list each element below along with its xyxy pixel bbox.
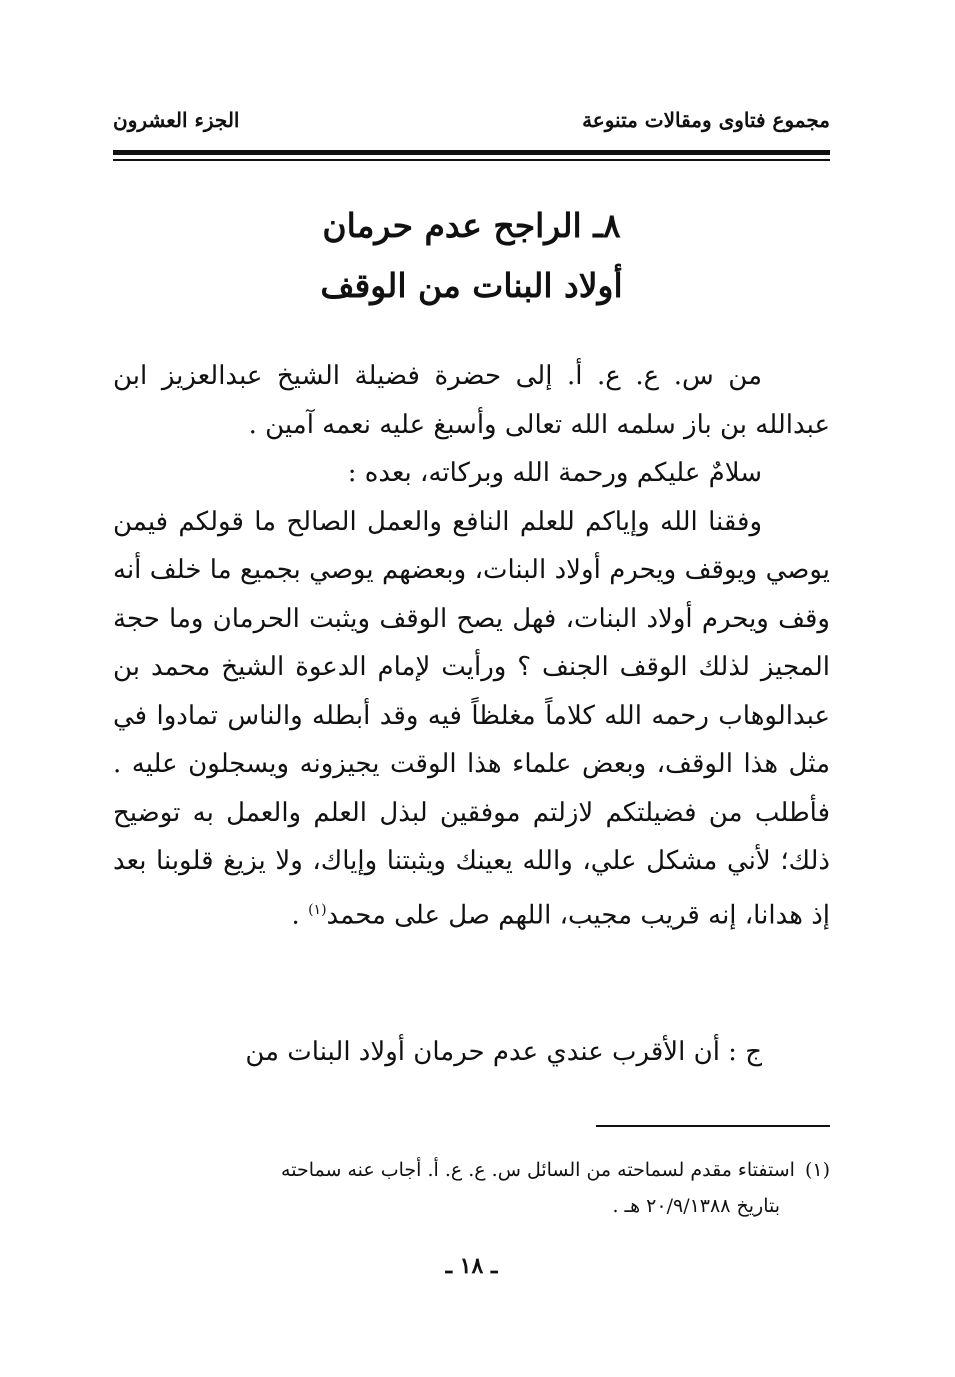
question-body: وفقنا الله وإياكم للعلم النافع والعمل الصالح ما قولكم فيمن يوصي ويوقف ويحرم أولاد البنات، وبعضهم يوصي بجميع ما خلف أنه وقف ويحرم أولاد البنات، فهل يصح الوقف ويثبت الحرمان وما حجة المجيز لذلك الوقف الجنف ؟ ورأيت لإمام الدعوة الشيخ محمد بن عبدالوهاب رحمه الله كلاماً مغلظاً فيه وقد أبطله والناس تمادوا في مثل هذا الوقف، وبعض علماء هذا الوقت يجيزونه ويسجلون عليه . فأطلب من فضيلتكم لازلتم موفقين لبذل العلم والعمل به توضيح ذلك؛ لأني مشكل علي، والله يعينك ويثبتنا وإياك، ولا يزيغ قلوبنا بعد إذ هدانا، إنه قريب مجيب، اللهم صل على محمد [113,506,830,931]
header-rule-thin [113,159,830,161]
footnote-line-1 [113,1152,830,1188]
footnote-line-2: بتاريخ ٢٠/٩/١٣٨٨ هـ . [612,1195,780,1217]
question-body-paragraph [113,498,830,940]
volume-label: الجزء العشرون [113,108,240,132]
header-rule-thick [113,150,830,155]
footnote [113,1152,830,1224]
question-end: . [291,900,309,931]
section-title-line-2: أولاد البنات من الوقف [320,266,623,305]
page-number: ـ ١٨ ـ [445,1253,498,1279]
footnote-reference: (١) [308,901,327,918]
question-greeting: سلامٌ عليكم ورحمة الله وبركاته، بعده : [347,458,762,488]
section-title-line-1: ٨ـ الراجح عدم حرمان [322,206,621,245]
footnote-number: (١) [804,1159,830,1181]
footnote-text-1: استفتاء مقدم لسماحته من السائل س. ع. ع. أ. أجاب عنه سماحته [281,1159,795,1181]
question-opening: من س. ع. ع. أ. إلى حضرة فضيلة الشيخ عبدالعزيز ابن عبدالله بن باز سلمه الله تعالى وأسبغ عليه نعمه آمين . [113,361,830,440]
running-header [113,108,830,144]
book-title: مجموع فتاوى ومقالات متنوعة [582,108,830,132]
section-title [113,196,830,316]
footnote-separator [596,1125,830,1127]
answer-text: ج : أن الأقرب عندي عدم حرمان أولاد البنات من [245,1037,762,1067]
question-text [113,352,830,940]
